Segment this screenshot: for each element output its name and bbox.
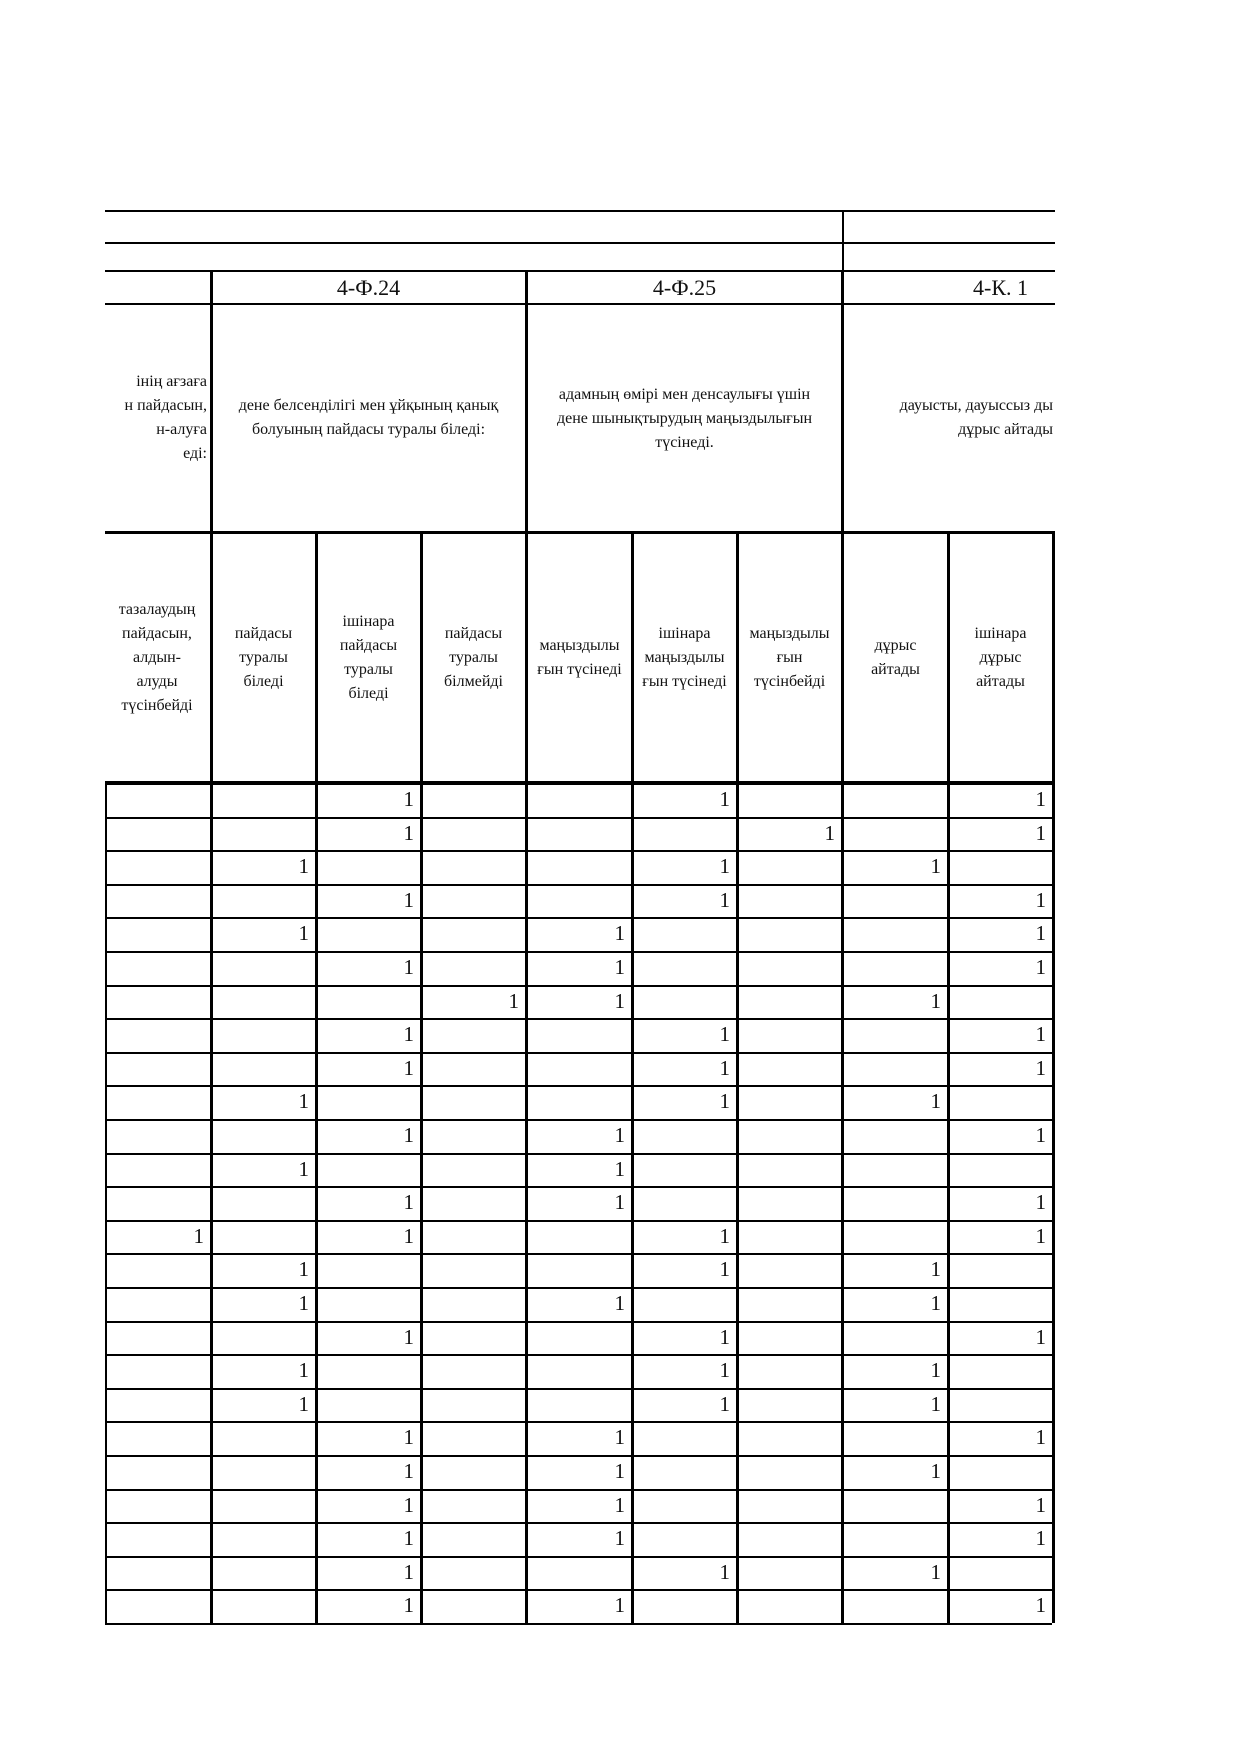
table-cell: 1	[508, 988, 519, 1013]
table-cell: 1	[298, 1089, 309, 1114]
column-header-2: ішінара пайдасы туралы біледі	[339, 612, 398, 702]
column-header-7: дұрыс айтады	[871, 636, 920, 678]
table-cell: 1	[930, 1291, 941, 1315]
table-top-border	[105, 210, 1055, 212]
table-cell: 1	[1035, 1492, 1046, 1517]
table-cell: 1	[719, 1324, 730, 1349]
table-cell: 1	[1035, 1425, 1046, 1450]
table-cell: 1	[719, 1055, 730, 1080]
table-cell: 1	[719, 1223, 730, 1248]
table-cell: 1	[719, 1089, 730, 1114]
table-cell: 1	[930, 1257, 941, 1282]
table-cell: 1	[1035, 921, 1046, 946]
table-cell: 1	[614, 988, 625, 1013]
table-cell: 1	[1035, 820, 1046, 845]
table-cell: 1	[298, 1358, 309, 1383]
column-divider-8	[947, 531, 950, 1623]
table-cell: 1	[298, 921, 309, 946]
group-code-1: 4-Ф.24	[336, 274, 401, 300]
table-cell: 1	[298, 854, 309, 879]
table-cell: 1	[614, 1425, 625, 1450]
table-cell: 1	[1035, 955, 1046, 979]
table-cell: 1	[403, 1055, 414, 1080]
table-cell: 1	[930, 1459, 941, 1483]
table-cell: 1	[930, 1391, 941, 1416]
table-cell: 1	[1035, 1190, 1046, 1215]
table-cell: 1	[403, 955, 414, 979]
group-description-3: дауысты, дауыссыз ды дұрыс айтады	[899, 397, 1053, 438]
group-divider-1	[525, 270, 528, 1623]
table-cell: 1	[719, 787, 730, 811]
table-cell: 1	[1035, 1526, 1046, 1551]
column-divider-3	[420, 531, 423, 1623]
table-cell: 1	[403, 1559, 414, 1584]
group-description-2: адамның өмірі мен денсаулығы үшін дене шынықтырудың маңыздылығын түсінеді.	[557, 386, 812, 451]
row-line-1	[105, 817, 1052, 819]
row-line-25	[105, 1623, 1052, 1625]
group-description-1: дене белсенділігі мен ұйқының қанық болуының пайдасы туралы біледі:	[238, 397, 499, 438]
table-cell: 1	[1035, 1593, 1046, 1618]
table-cell: 1	[1035, 1022, 1046, 1047]
table-cell: 1	[930, 1089, 941, 1114]
table-cell: 1	[403, 820, 414, 845]
table-cell: 1	[719, 1559, 730, 1584]
column-header-5: ішінара маңыздылы ғын түсінеді	[642, 624, 727, 690]
column-header-8: ішінара дұрыс айтады	[974, 624, 1027, 690]
table-cell: 1	[403, 1459, 414, 1483]
table-cell: 1	[614, 1459, 625, 1483]
top-group-divider	[842, 210, 844, 270]
table-cell: 1	[719, 1257, 730, 1282]
group-description-0: інің ағзаға н пайдасын, н-алуға еді:	[124, 373, 207, 462]
table-cell: 1	[403, 787, 414, 811]
table-cell: 1	[614, 1190, 625, 1215]
table-cell: 1	[614, 955, 625, 979]
table-cell: 1	[1035, 1123, 1046, 1147]
table-cell: 1	[403, 1425, 414, 1450]
table-cell: 1	[403, 887, 414, 912]
column-header-3: пайдасы туралы білмейді	[444, 624, 503, 690]
table-cell: 1	[614, 1123, 625, 1147]
table-cell: 1	[614, 1492, 625, 1517]
table-cell: 1	[1035, 1223, 1046, 1248]
row-line-7	[105, 1018, 1052, 1020]
row-line-3	[105, 884, 1052, 886]
table-cell: 1	[614, 1593, 625, 1618]
table-cell: 1	[298, 1291, 309, 1315]
table-cell: 1	[930, 988, 941, 1013]
column-divider-6	[736, 531, 739, 1623]
table-cell: 1	[930, 1559, 941, 1584]
table-cell: 1	[930, 854, 941, 879]
table-cell: 1	[930, 1358, 941, 1383]
table-cell: 1	[193, 1223, 204, 1248]
row-line-0	[105, 783, 1052, 785]
table-cell: 1	[298, 1257, 309, 1282]
table-cell: 1	[298, 1391, 309, 1416]
table-cell: 1	[298, 1156, 309, 1181]
group-divider-0	[210, 270, 213, 1623]
table-cell: 1	[719, 887, 730, 912]
table-cell: 1	[403, 1526, 414, 1551]
table-cell: 1	[719, 1358, 730, 1383]
column-header-1: пайдасы туралы біледі	[234, 624, 293, 690]
table-cell: 1	[403, 1190, 414, 1215]
table-cell: 1	[614, 921, 625, 946]
group-code-2: 4-Ф.25	[652, 274, 717, 300]
table-cell: 1	[614, 1156, 625, 1181]
table-row-border-2	[105, 242, 1055, 244]
row-line-16	[105, 1321, 1052, 1323]
column-header-6: маңыздылы ғын түсінбейді	[749, 624, 830, 690]
table-cell: 1	[1035, 1055, 1046, 1080]
table-cell: 1	[403, 1022, 414, 1047]
column-header-4: маңыздылы ғын түсінеді	[537, 636, 622, 678]
table-cell: 1	[614, 1291, 625, 1315]
table-cell: 1	[824, 820, 835, 845]
table-cell: 1	[614, 1526, 625, 1551]
table-cell: 1	[1035, 1324, 1046, 1349]
column-divider-5	[631, 531, 634, 1623]
table-cell: 1	[719, 1022, 730, 1047]
table-cell: 1	[1035, 787, 1046, 811]
table-cell: 1	[403, 1123, 414, 1147]
table-cell: 1	[1035, 887, 1046, 912]
row-line-8	[105, 1052, 1052, 1054]
table-cell: 1	[719, 854, 730, 879]
table-cell: 1	[403, 1223, 414, 1248]
group-divider-2	[841, 270, 844, 1623]
column-divider-9	[1052, 531, 1055, 1623]
table-cell: 1	[403, 1324, 414, 1349]
column-header-0: тазалаудың пайдасын, алдын- алуды түсінбейді	[118, 600, 196, 714]
table-cell: 1	[403, 1492, 414, 1517]
group-code-3: 4-К. 1	[973, 274, 1028, 300]
table-cell: 1	[403, 1593, 414, 1618]
left-edge	[105, 783, 107, 1623]
row-line-13	[105, 1220, 1052, 1222]
column-divider-2	[315, 531, 318, 1623]
table-cell: 1	[719, 1391, 730, 1416]
